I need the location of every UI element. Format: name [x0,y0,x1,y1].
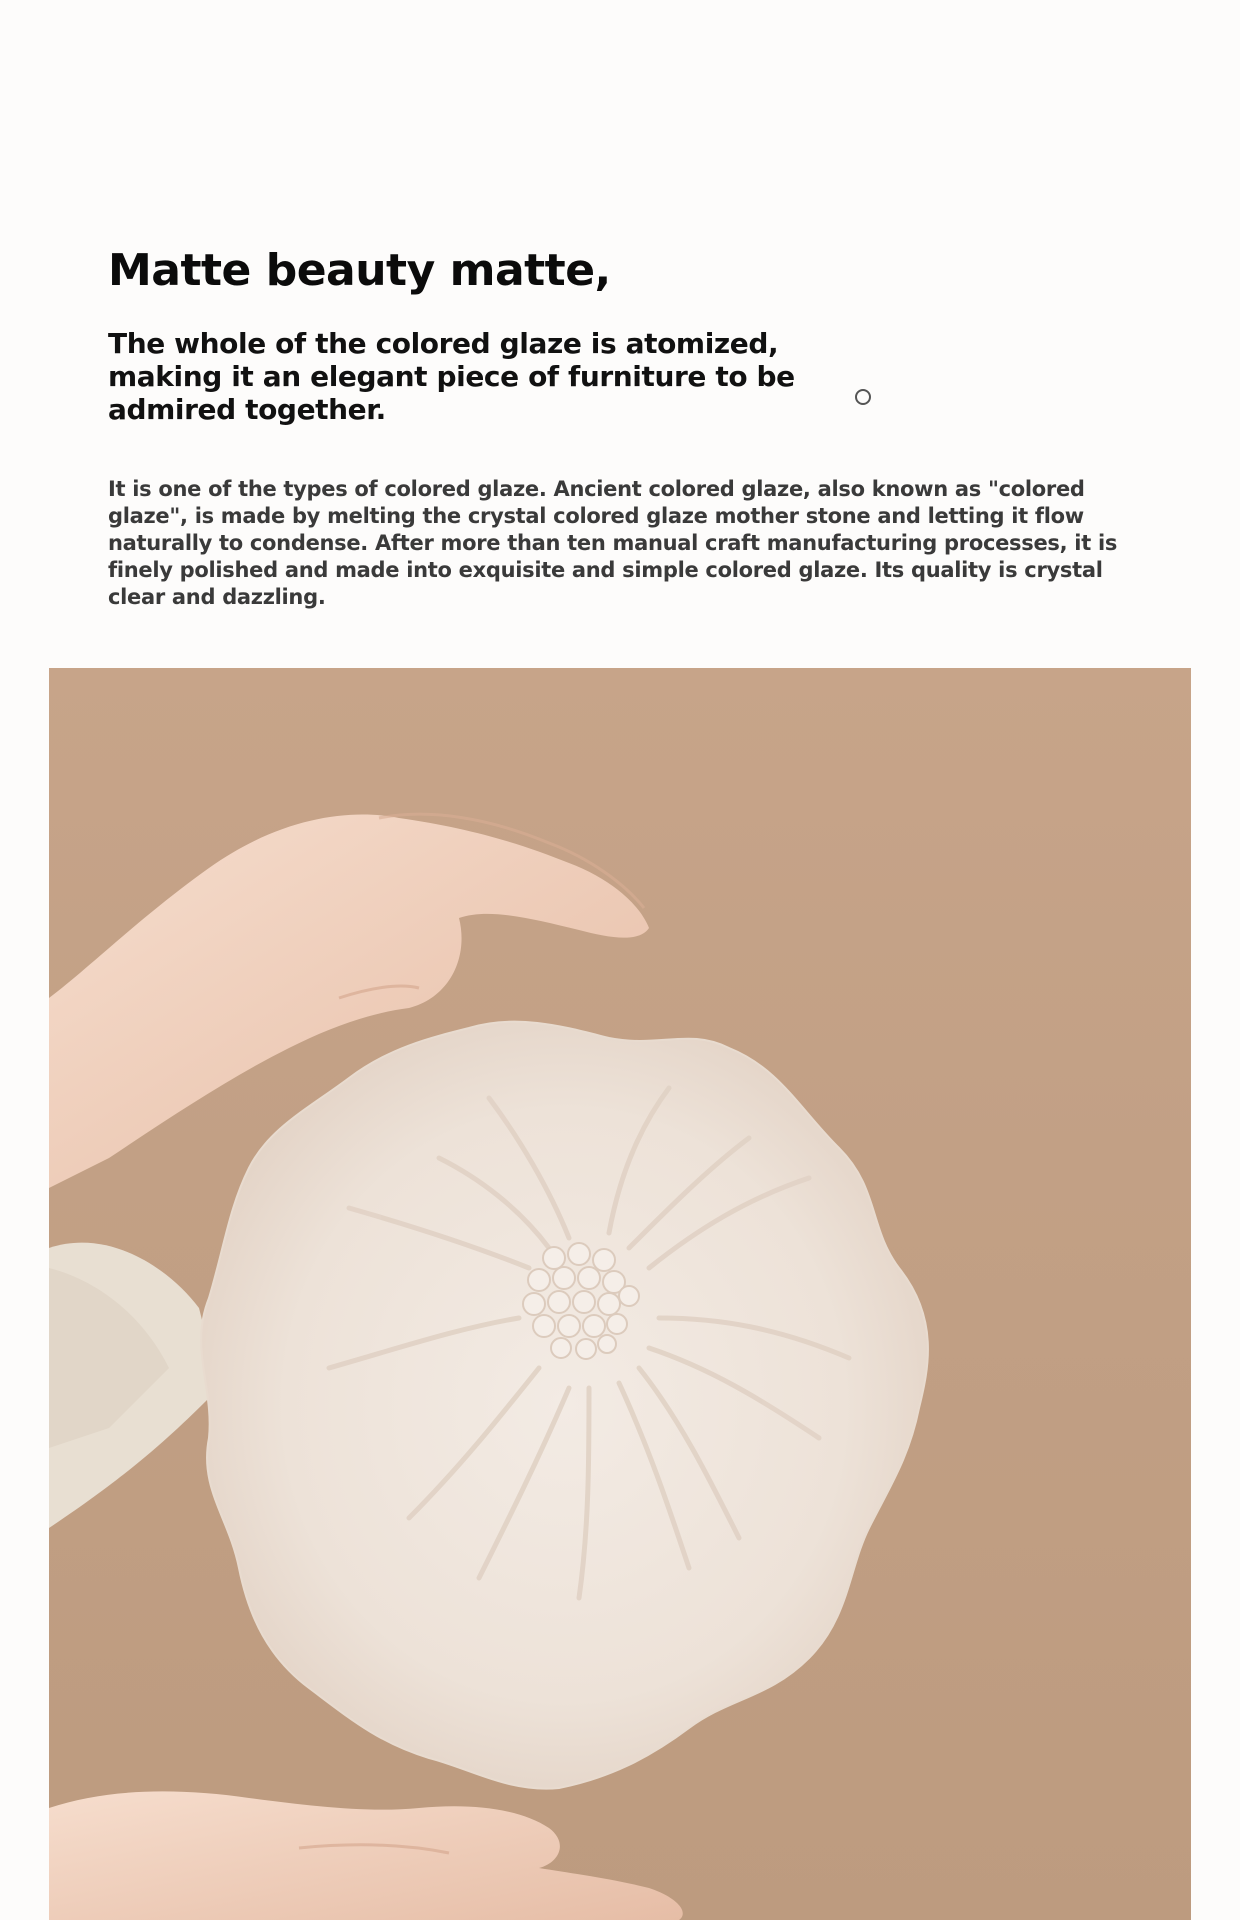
description-text: It is one of the types of colored glaze. Ancient colored glaze, also known as "colored glaze", is made by melting the crystal colored glaze mother stone and letting it flow naturally to condense. After more than ten manual craft manufacturing processes, it is finely polished and made into exquisite and simple colored glaze. Its quality is crystal clear and dazzling. [108,477,1118,609]
circle-outline-icon [855,389,871,405]
page-title: Matte beauty matte, [108,245,611,296]
lower-hand [49,1791,683,1920]
product-photo [49,668,1191,1920]
flower-plate [201,1022,928,1789]
product-illustration [49,668,1191,1920]
page-subtitle: The whole of the colored glaze is atomized, making it an elegant piece of furniture to be admired together. [108,327,795,426]
